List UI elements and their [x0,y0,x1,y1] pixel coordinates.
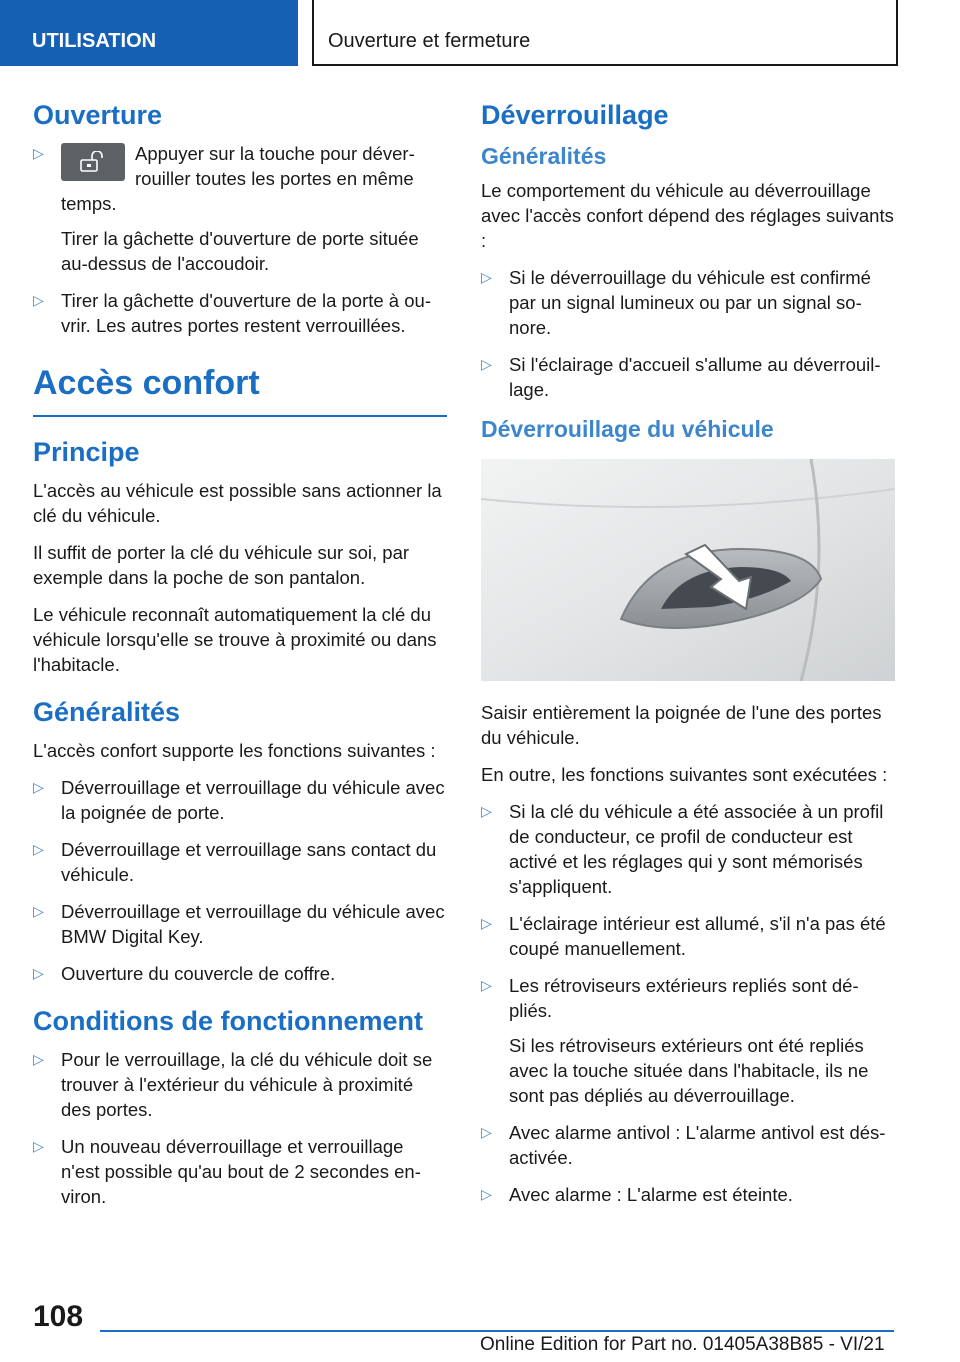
list-item [481,973,895,1108]
heading-generalites: Généralités [33,697,181,727]
bullet-icon: ▷ [481,803,492,819]
paragraph: L'accès confort supporte les fonctions suivantes : [33,740,436,761]
right-column [481,100,895,1221]
item-text: Les rétroviseurs extérieurs repliés sont dépliés. [509,975,859,1021]
bullet-icon: ▷ [33,779,44,795]
page-header [0,0,960,66]
footer-divider [100,1330,894,1332]
chapter-title: Ouverture et fermeture [328,30,531,52]
bullet-icon: ▷ [33,965,44,981]
bullet-icon: ▷ [33,903,44,919]
list-item [481,1182,895,1207]
chapter-title-box [312,0,898,66]
fonctions-list [481,799,895,1207]
bullet-icon: ▷ [481,356,492,372]
item-text: L'éclairage intérieur est allumé, s'il n'a pas été coupé manuellement. [509,913,886,959]
item-subtext: Tirer la gâchette d'ouverture de porte située au-dessus de l'accoudoir. [61,228,419,274]
bullet-icon: ▷ [33,841,44,857]
bullet-icon: ▷ [33,145,44,161]
bullet-icon: ▷ [33,1138,44,1154]
item-text: Pour le verrouillage, la clé du véhicule doit se trouver à l'extérieur du véhicule à proximité des portes. [61,1049,433,1120]
list-item [33,1047,447,1122]
paragraph: Le véhicule reconnaît automatiquement la clé du véhicule lorsqu'elle se trouve à proximité ou dans l'habitacle. [33,604,437,675]
item-text: Déverrouillage et verrouillage du véhicule avec la poignée de porte. [61,777,445,823]
ouverture-list [33,141,447,338]
paragraph: Il suffit de porter la clé du véhicule sur soi, par exemple dans la poche de son pantalon. [33,542,410,588]
conditions-list [33,1047,447,1209]
item-text: Ouverture du couvercle de coffre. [61,963,336,984]
item-text: Appuyer sur la touche pour déverrouiller toutes les portes en même temps. [61,143,415,214]
item-text: Avec alarme : L'alarme est éteinte. [509,1184,793,1205]
bullet-icon: ▷ [481,1186,492,1202]
list-item [33,961,447,986]
list-item [33,141,447,276]
heading-conditions: Conditions de fonctionnement [33,1006,423,1036]
list-item [481,911,895,961]
heading-generalites-right: Généralités [481,143,607,169]
item-text: Déverrouillage et verrouillage sans contact du véhicule. [61,839,437,885]
list-item [481,265,895,340]
list-item [33,837,447,887]
item-text: Si l'éclairage d'accueil s'allume au déverrouillage. [509,354,881,400]
bullet-icon: ▷ [481,915,492,931]
item-text: Déverrouillage et verrouillage du véhicule avec BMW Digital Key. [61,901,445,947]
item-text: Tirer la gâchette d'ouverture de la porte à ouvrir. Les autres portes restent verrouillées. [61,290,431,336]
heading-ouverture: Ouverture [33,100,163,130]
unlock-button-icon [61,143,125,181]
left-column [33,100,447,1223]
item-subtext: Si les rétroviseurs extérieurs ont été repliés avec la touche située dans l'habitacle, ils ne sont pas dépliés au déverrouillage. [509,1035,869,1106]
section-tab [0,0,298,66]
paragraph: L'accès au véhicule est possible sans actionner la clé du véhicule. [33,480,442,526]
bullet-icon: ▷ [33,292,44,308]
heading-deverrouillage: Déverrouillage [481,100,669,130]
list-item [33,899,447,949]
paragraph: En outre, les fonctions suivantes sont exécutées : [481,764,888,785]
heading-principe: Principe [33,437,140,467]
page-number: 108 [33,1300,84,1333]
bullet-icon: ▷ [481,1124,492,1140]
list-item [481,799,895,899]
edition-note: Online Edition for Part no. 01405A38B85 - VI/21 [480,1334,885,1355]
list-item [33,288,447,338]
door-handle-illustration [481,459,895,681]
list-item [481,1120,895,1170]
list-item [33,1134,447,1209]
item-text: Si la clé du véhicule a été associée à un profil de conducteur, ce profil de conducteur est activé et les réglages qui y sont mémorisés s'appliquent. [509,801,884,897]
heading-acces-confort: Accès confort [33,364,447,417]
paragraph: Le comportement du véhicule au déverrouillage avec l'accès confort dépend des réglages suivants : [481,180,894,251]
item-text: Si le déverrouillage du véhicule est confirmé par un signal lumineux ou par un signal sonore. [509,267,871,338]
item-text: Un nouveau déverrouillage et verrouillage n'est possible qu'au bout de 2 secondes environ. [61,1136,421,1207]
section-label: UTILISATION [32,30,157,52]
item-text: Avec alarme antivol : L'alarme antivol est désactivée. [509,1122,886,1168]
reglages-list [481,265,895,402]
list-item [481,352,895,402]
list-item [33,775,447,825]
bullet-icon: ▷ [481,977,492,993]
bullet-icon: ▷ [481,269,492,285]
bullet-icon: ▷ [33,1051,44,1067]
heading-deverrouillage-vehicule: Déverrouillage du véhicule [481,416,774,442]
generalites-list [33,775,447,986]
paragraph: Saisir entièrement la poignée de l'une des portes du véhicule. [481,702,882,748]
